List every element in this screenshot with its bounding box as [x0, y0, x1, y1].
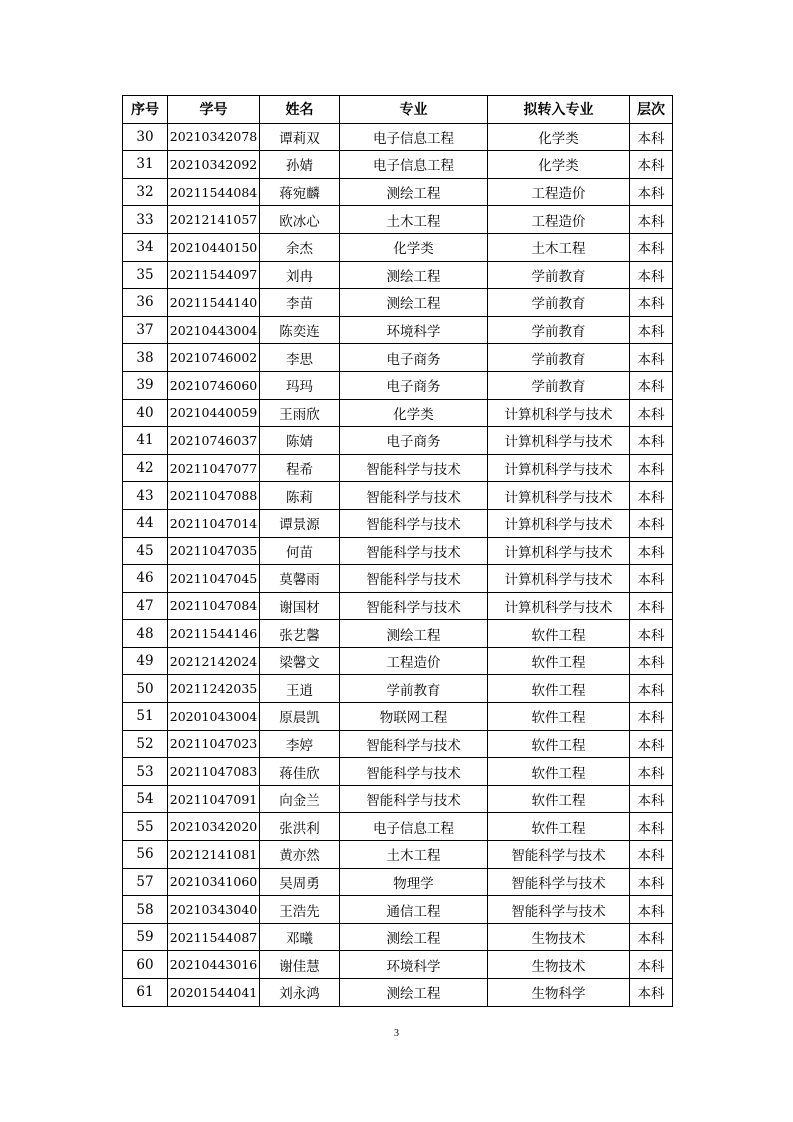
cell-level: 本科 — [630, 289, 673, 317]
cell-major: 物联网工程 — [340, 703, 488, 731]
cell-name: 原晨凯 — [260, 703, 340, 731]
cell-level: 本科 — [630, 647, 673, 675]
cell-index: 34 — [123, 233, 168, 261]
cell-level: 本科 — [630, 896, 673, 924]
cell-index: 32 — [123, 178, 168, 206]
cell-index: 36 — [123, 289, 168, 317]
cell-target-major: 软件工程 — [488, 813, 630, 841]
cell-major: 测绘工程 — [340, 178, 488, 206]
cell-index: 56 — [123, 841, 168, 869]
cell-target-major: 计算机科学与技术 — [488, 482, 630, 510]
cell-target-major: 计算机科学与技术 — [488, 565, 630, 593]
cell-major: 化学类 — [340, 399, 488, 427]
cell-major: 土木工程 — [340, 841, 488, 869]
cell-index: 46 — [123, 565, 168, 593]
cell-level: 本科 — [630, 206, 673, 234]
table-row — [123, 675, 673, 703]
cell-level: 本科 — [630, 344, 673, 372]
table-row — [123, 151, 673, 179]
cell-target-major: 工程造价 — [488, 178, 630, 206]
cell-student-id: 20211047083 — [168, 758, 260, 786]
table-row — [123, 620, 673, 648]
table-row — [123, 730, 673, 758]
cell-level: 本科 — [630, 730, 673, 758]
cell-major: 智能科学与技术 — [340, 592, 488, 620]
table-row — [123, 896, 673, 924]
cell-index: 60 — [123, 951, 168, 979]
cell-target-major: 软件工程 — [488, 620, 630, 648]
table-header-row — [123, 96, 673, 124]
cell-index: 33 — [123, 206, 168, 234]
cell-index: 45 — [123, 537, 168, 565]
cell-name: 李思 — [260, 344, 340, 372]
cell-major: 环境科学 — [340, 951, 488, 979]
cell-target-major: 计算机科学与技术 — [488, 399, 630, 427]
cell-target-major: 软件工程 — [488, 703, 630, 731]
cell-name: 王浩先 — [260, 896, 340, 924]
cell-name: 程希 — [260, 454, 340, 482]
cell-target-major: 软件工程 — [488, 647, 630, 675]
cell-level: 本科 — [630, 841, 673, 869]
cell-index: 39 — [123, 371, 168, 399]
cell-name: 蒋宛麟 — [260, 178, 340, 206]
cell-student-id: 20210343040 — [168, 896, 260, 924]
page-number: 3 — [394, 1028, 399, 1039]
cell-name: 陈奕连 — [260, 316, 340, 344]
table-row — [123, 647, 673, 675]
cell-target-major: 化学类 — [488, 123, 630, 151]
cell-name: 刘永鸿 — [260, 979, 340, 1007]
table-row — [123, 979, 673, 1007]
cell-major: 电子商务 — [340, 344, 488, 372]
cell-name: 谢国材 — [260, 592, 340, 620]
cell-target-major: 智能科学与技术 — [488, 868, 630, 896]
table-row — [123, 813, 673, 841]
cell-student-id: 20201544041 — [168, 979, 260, 1007]
cell-target-major: 生物技术 — [488, 923, 630, 951]
cell-index: 48 — [123, 620, 168, 648]
table-row — [123, 758, 673, 786]
cell-target-major: 学前教育 — [488, 316, 630, 344]
cell-student-id: 20211047014 — [168, 509, 260, 537]
cell-student-id: 20210746002 — [168, 344, 260, 372]
cell-name: 玛玛 — [260, 371, 340, 399]
cell-index: 49 — [123, 647, 168, 675]
cell-name: 邓曦 — [260, 923, 340, 951]
cell-target-major: 智能科学与技术 — [488, 896, 630, 924]
header-target-major: 拟转入专业 — [488, 96, 630, 124]
cell-level: 本科 — [630, 454, 673, 482]
cell-name: 余杰 — [260, 233, 340, 261]
cell-student-id: 20211544140 — [168, 289, 260, 317]
table-row — [123, 233, 673, 261]
cell-index: 43 — [123, 482, 168, 510]
table-row — [123, 509, 673, 537]
cell-level: 本科 — [630, 537, 673, 565]
cell-major: 测绘工程 — [340, 289, 488, 317]
cell-student-id: 20212141057 — [168, 206, 260, 234]
cell-target-major: 化学类 — [488, 151, 630, 179]
cell-student-id: 20212141081 — [168, 841, 260, 869]
cell-name: 欧冰心 — [260, 206, 340, 234]
table-row — [123, 178, 673, 206]
cell-name: 刘冉 — [260, 261, 340, 289]
table-row — [123, 206, 673, 234]
cell-target-major: 软件工程 — [488, 785, 630, 813]
table-row — [123, 592, 673, 620]
cell-level: 本科 — [630, 923, 673, 951]
cell-name: 谢佳慧 — [260, 951, 340, 979]
cell-major: 智能科学与技术 — [340, 758, 488, 786]
cell-major: 物理学 — [340, 868, 488, 896]
cell-level: 本科 — [630, 399, 673, 427]
cell-level: 本科 — [630, 482, 673, 510]
cell-student-id: 20211544097 — [168, 261, 260, 289]
cell-major: 智能科学与技术 — [340, 537, 488, 565]
cell-major: 电子信息工程 — [340, 813, 488, 841]
cell-name: 王雨欣 — [260, 399, 340, 427]
cell-index: 35 — [123, 261, 168, 289]
cell-name: 黄亦然 — [260, 841, 340, 869]
cell-target-major: 计算机科学与技术 — [488, 537, 630, 565]
cell-student-id: 20211047091 — [168, 785, 260, 813]
table-row — [123, 316, 673, 344]
table-row — [123, 565, 673, 593]
cell-student-id: 20212142024 — [168, 647, 260, 675]
cell-target-major: 学前教育 — [488, 261, 630, 289]
cell-index: 38 — [123, 344, 168, 372]
cell-student-id: 20210443016 — [168, 951, 260, 979]
cell-major: 电子商务 — [340, 427, 488, 455]
cell-name: 向金兰 — [260, 785, 340, 813]
cell-target-major: 生物技术 — [488, 951, 630, 979]
cell-level: 本科 — [630, 758, 673, 786]
cell-target-major: 计算机科学与技术 — [488, 592, 630, 620]
cell-major: 智能科学与技术 — [340, 730, 488, 758]
cell-index: 59 — [123, 923, 168, 951]
cell-index: 44 — [123, 509, 168, 537]
cell-major: 测绘工程 — [340, 923, 488, 951]
cell-level: 本科 — [630, 371, 673, 399]
cell-name: 李苗 — [260, 289, 340, 317]
cell-student-id: 20210342020 — [168, 813, 260, 841]
cell-name: 蒋佳欣 — [260, 758, 340, 786]
cell-index: 37 — [123, 316, 168, 344]
cell-index: 53 — [123, 758, 168, 786]
table-row — [123, 371, 673, 399]
table-row — [123, 261, 673, 289]
cell-index: 41 — [123, 427, 168, 455]
table-row — [123, 289, 673, 317]
cell-student-id: 20211047084 — [168, 592, 260, 620]
table-row — [123, 785, 673, 813]
cell-student-id: 20211242035 — [168, 675, 260, 703]
cell-level: 本科 — [630, 123, 673, 151]
cell-target-major: 学前教育 — [488, 289, 630, 317]
cell-major: 土木工程 — [340, 206, 488, 234]
cell-name: 陈婧 — [260, 427, 340, 455]
cell-name: 孙婧 — [260, 151, 340, 179]
cell-target-major: 软件工程 — [488, 758, 630, 786]
cell-major: 电子信息工程 — [340, 123, 488, 151]
cell-name: 何苗 — [260, 537, 340, 565]
cell-student-id: 20211047035 — [168, 537, 260, 565]
cell-major: 智能科学与技术 — [340, 785, 488, 813]
cell-index: 57 — [123, 868, 168, 896]
cell-level: 本科 — [630, 151, 673, 179]
cell-index: 54 — [123, 785, 168, 813]
cell-index: 61 — [123, 979, 168, 1007]
cell-level: 本科 — [630, 565, 673, 593]
cell-target-major: 土木工程 — [488, 233, 630, 261]
cell-target-major: 计算机科学与技术 — [488, 454, 630, 482]
table-body — [123, 123, 673, 1006]
cell-level: 本科 — [630, 951, 673, 979]
cell-student-id: 20211047088 — [168, 482, 260, 510]
header-level: 层次 — [630, 96, 673, 124]
cell-name: 李婷 — [260, 730, 340, 758]
cell-level: 本科 — [630, 261, 673, 289]
cell-index: 30 — [123, 123, 168, 151]
cell-name: 吴周勇 — [260, 868, 340, 896]
table-row — [123, 123, 673, 151]
cell-level: 本科 — [630, 785, 673, 813]
cell-major: 环境科学 — [340, 316, 488, 344]
cell-index: 52 — [123, 730, 168, 758]
cell-major: 智能科学与技术 — [340, 509, 488, 537]
cell-level: 本科 — [630, 979, 673, 1007]
table-row — [123, 923, 673, 951]
cell-name: 谭莉双 — [260, 123, 340, 151]
cell-index: 40 — [123, 399, 168, 427]
cell-name: 张洪利 — [260, 813, 340, 841]
cell-level: 本科 — [630, 233, 673, 261]
cell-name: 陈莉 — [260, 482, 340, 510]
cell-major: 测绘工程 — [340, 979, 488, 1007]
cell-major: 学前教育 — [340, 675, 488, 703]
cell-name: 谭景源 — [260, 509, 340, 537]
cell-level: 本科 — [630, 868, 673, 896]
cell-major: 测绘工程 — [340, 620, 488, 648]
cell-student-id: 20210342092 — [168, 151, 260, 179]
table-row — [123, 537, 673, 565]
cell-target-major: 计算机科学与技术 — [488, 427, 630, 455]
cell-name: 莫馨雨 — [260, 565, 340, 593]
cell-target-major: 生物科学 — [488, 979, 630, 1007]
table-row — [123, 482, 673, 510]
cell-major: 电子商务 — [340, 371, 488, 399]
cell-major: 电子信息工程 — [340, 151, 488, 179]
cell-target-major: 智能科学与技术 — [488, 841, 630, 869]
cell-student-id: 20211544146 — [168, 620, 260, 648]
cell-major: 化学类 — [340, 233, 488, 261]
cell-level: 本科 — [630, 316, 673, 344]
table-row — [123, 399, 673, 427]
cell-target-major: 工程造价 — [488, 206, 630, 234]
cell-student-id: 20211047077 — [168, 454, 260, 482]
cell-student-id: 20210342078 — [168, 123, 260, 151]
cell-student-id: 20210746060 — [168, 371, 260, 399]
cell-target-major: 软件工程 — [488, 675, 630, 703]
cell-major: 智能科学与技术 — [340, 565, 488, 593]
table-row — [123, 344, 673, 372]
cell-major: 智能科学与技术 — [340, 482, 488, 510]
cell-name: 梁馨文 — [260, 647, 340, 675]
cell-index: 55 — [123, 813, 168, 841]
header-student-id: 学号 — [168, 96, 260, 124]
cell-index: 58 — [123, 896, 168, 924]
transfer-students-table — [122, 95, 673, 1007]
cell-level: 本科 — [630, 427, 673, 455]
table-row — [123, 703, 673, 731]
cell-level: 本科 — [630, 703, 673, 731]
cell-target-major: 软件工程 — [488, 730, 630, 758]
cell-index: 50 — [123, 675, 168, 703]
header-index: 序号 — [123, 96, 168, 124]
cell-name: 张艺馨 — [260, 620, 340, 648]
cell-target-major: 计算机科学与技术 — [488, 509, 630, 537]
cell-student-id: 20211047023 — [168, 730, 260, 758]
cell-name: 王逍 — [260, 675, 340, 703]
cell-target-major: 学前教育 — [488, 371, 630, 399]
cell-student-id: 20210746037 — [168, 427, 260, 455]
cell-student-id: 20210440059 — [168, 399, 260, 427]
cell-student-id: 20211544084 — [168, 178, 260, 206]
cell-student-id: 20210440150 — [168, 233, 260, 261]
cell-target-major: 学前教育 — [488, 344, 630, 372]
cell-level: 本科 — [630, 509, 673, 537]
cell-level: 本科 — [630, 592, 673, 620]
cell-level: 本科 — [630, 178, 673, 206]
cell-major: 工程造价 — [340, 647, 488, 675]
table-row — [123, 454, 673, 482]
cell-major: 通信工程 — [340, 896, 488, 924]
cell-student-id: 20210341060 — [168, 868, 260, 896]
table-row — [123, 868, 673, 896]
cell-level: 本科 — [630, 675, 673, 703]
cell-level: 本科 — [630, 620, 673, 648]
cell-index: 47 — [123, 592, 168, 620]
cell-student-id: 20201043004 — [168, 703, 260, 731]
cell-index: 42 — [123, 454, 168, 482]
table-row — [123, 427, 673, 455]
cell-student-id: 20211047045 — [168, 565, 260, 593]
cell-level: 本科 — [630, 813, 673, 841]
cell-student-id: 20211544087 — [168, 923, 260, 951]
cell-major: 智能科学与技术 — [340, 454, 488, 482]
table-row — [123, 841, 673, 869]
cell-index: 51 — [123, 703, 168, 731]
table-row — [123, 951, 673, 979]
cell-index: 31 — [123, 151, 168, 179]
cell-student-id: 20210443004 — [168, 316, 260, 344]
cell-major: 测绘工程 — [340, 261, 488, 289]
header-major: 专业 — [340, 96, 488, 124]
header-name: 姓名 — [260, 96, 340, 124]
